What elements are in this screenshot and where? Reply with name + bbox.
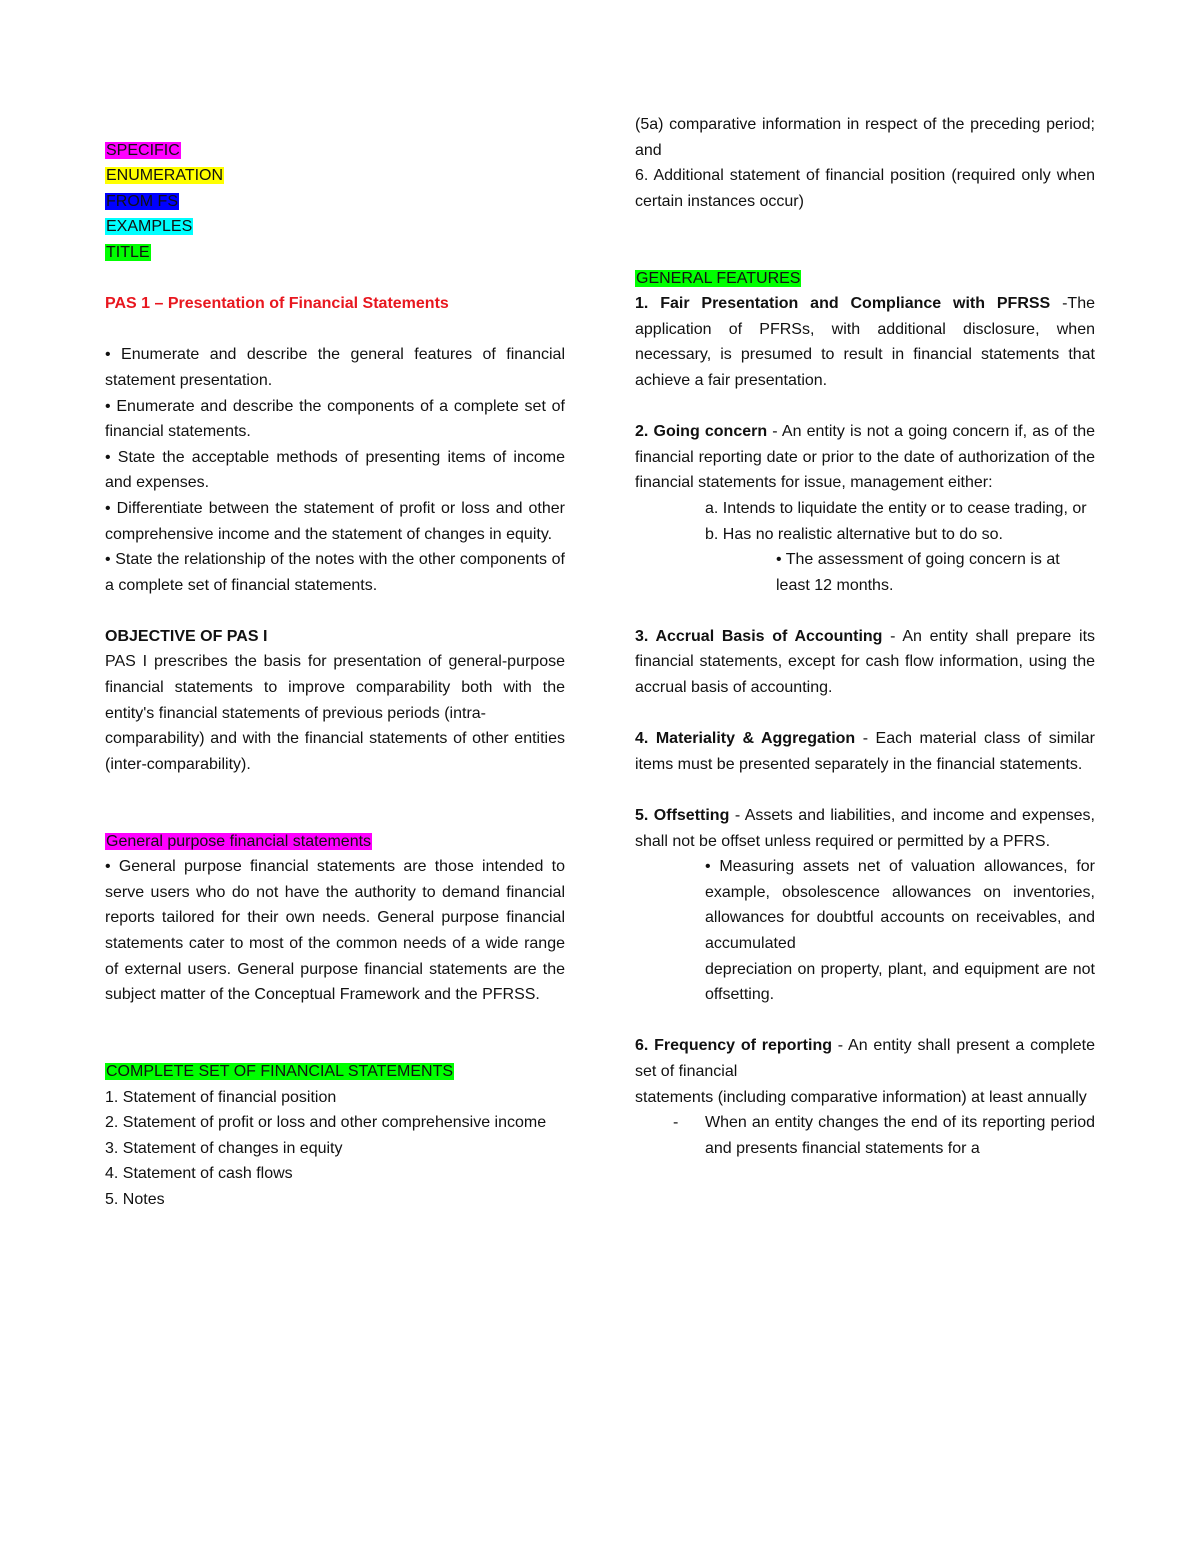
feature-1 [635,291,1095,393]
complete-set-item: 5. Notes [105,1190,165,1208]
gpfs-heading: General purpose financial statements [106,832,372,850]
feature-5-note: • Measuring assets net of valuation allowances, for example, obsolescence allowances on inventories, allowances for doubtful accounts on receivables, and accumulated [705,858,1095,952]
dash-marker: - [673,1114,679,1132]
feature-2-note: • The assessment of going concern is at least 12 months. [776,551,1060,594]
objective-text: PAS I prescribes the basis for presentation of general-purpose financial statements to improve comparability both with the entity's financial statements of previous periods (intra- [105,653,565,722]
feature-2-text: - An entity is not a going concern if, as of the financial reporting date or prior to the date of authorization of the financial statements for issue, management either: [635,423,1096,492]
objective-heading: OBJECTIVE OF PAS I [105,627,268,645]
feature-6-text: - An entity shall present a complete set of financial [635,1037,1095,1080]
complete-set-item: 3. Statement of changes in equity [105,1139,343,1157]
feature-5-note-continued: depreciation on property, plant, and equipment are not offsetting. [705,960,1095,1004]
legend-enumeration: ENUMERATION [106,167,224,185]
feature-6-dash-text: When an entity changes the end of its reporting period and presents financial statements for a [705,1114,1095,1157]
item-6: 6. Additional statement of financial position (required only when certain instances occur) [635,167,1095,210]
feature-6-dash-item [635,1110,1095,1161]
item-5a: (5a) comparative information in respect of the preceding period; and [635,116,1095,159]
objective-bullet: • Enumerate and describe the general features of financial statement presentation. [105,346,565,389]
feature-4-title: 4. Materiality & Aggregation [635,730,856,748]
feature-6 [635,1033,1095,1084]
feature-1-text: -The application of PFRSs, with additional disclosure, when necessary, is presumed to result in financial statements that achieve a fair presentation. [635,295,1095,389]
feature-6-text-continued: statements (including comparative information) at least annually [635,1088,1087,1106]
feature-2-title: 2. Going concern [635,423,768,441]
objective-bullet: • State the relationship of the notes with the other components of a complete set of financial statements. [105,551,565,594]
feature-4-text: - Each material class of similar items must be presented separately in the financial statements. [635,730,1096,773]
legend-specific: SPECIFIC [106,141,180,159]
objective-text-continued: comparability) and with the financial statements of other entities (inter-comparability). [105,730,565,773]
feature-3-title: 3. Accrual Basis of Accounting [635,627,883,645]
feature-3 [635,624,1095,701]
feature-2-item-b: b. Has no realistic alternative but to do so. [705,525,1003,543]
feature-5 [635,803,1095,854]
feature-4 [635,726,1095,777]
complete-set-item: 4. Statement of cash flows [105,1165,293,1183]
complete-set-heading: COMPLETE SET OF FINANCIAL STATEMENTS [106,1062,454,1080]
complete-set-item: 2. Statement of profit or loss and other comprehensive income [105,1114,547,1132]
feature-5-text: - Assets and liabilities, and income and expenses, shall not be offset unless required or permitted by a PFRS. [635,807,1095,850]
right-column [635,112,1095,1161]
objective-bullet: • State the acceptable methods of presenting items of income and expenses. [105,448,565,492]
feature-6-title: 6. Frequency of reporting [635,1037,832,1055]
feature-1-title: 1. Fair Presentation and Compliance with PFRSS [635,295,1051,313]
objective-bullet: • Enumerate and describe the components of a complete set of financial statements. [105,397,565,441]
feature-3-text: - An entity shall prepare its financial statements, except for cash flow information, using the accrual basis of accounting. [635,627,1096,697]
left-column [105,112,565,1213]
legend-title: TITLE [106,243,150,261]
feature-2-item-a: a. Intends to liquidate the entity or to cease trading, or [705,499,1087,517]
feature-5-title: 5. Offsetting [635,807,730,825]
objective-bullet: • Differentiate between the statement of profit or loss and other comprehensive income and the statement of changes in equity. [105,499,565,543]
gpfs-text: • General purpose financial statements are those intended to serve users who do not have the authority to demand financial reports tailored for their own needs. General purpose financial statements cater to most of the common needs of a wide range of external users. General purpose financial statements are the subject matter of the Conceptual Framework and the PFRSS. [105,858,565,1004]
complete-set-item: 1. Statement of financial position [105,1088,337,1106]
feature-2 [635,419,1095,496]
legend-examples: EXAMPLES [106,218,193,236]
legend-from-fs: FROM FS [106,192,178,210]
general-features-heading: GENERAL FEATURES [636,269,801,287]
page-title: PAS 1 – Presentation of Financial Statements [105,295,449,313]
